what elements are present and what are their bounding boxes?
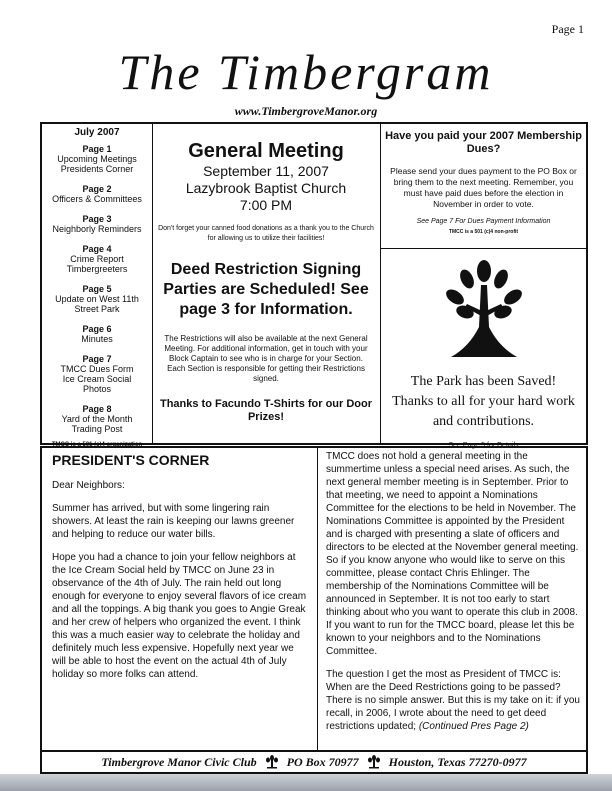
- paragraph: [326, 668, 580, 733]
- contents-topic: Upcoming Meetings: [57, 154, 137, 164]
- contents-page-label: Page 4: [82, 244, 112, 254]
- contents-item: [42, 184, 152, 204]
- meeting-place: Lazybrook Baptist Church: [185, 180, 347, 196]
- park-see: See Page 5 for Details: [448, 442, 519, 449]
- tree-icon: [265, 755, 279, 769]
- issue-month: July 2007: [74, 127, 120, 138]
- contents-topic: Officers & Committees: [52, 194, 142, 204]
- meeting-column: [154, 124, 378, 443]
- presidents-corner-heading: PRESIDENT'S CORNER: [52, 452, 210, 468]
- contents-item: [42, 404, 152, 434]
- dues-body: Please send your dues payment to the PO Box or bring them to the next meeting. Remember, you must have paid dues before the election in November in order to vote.: [390, 166, 577, 209]
- contents-topic: Neighborly Reminders: [52, 224, 142, 234]
- contents-page-label: Page 6: [82, 324, 112, 334]
- thanks-note: Thanks to Facundo T-Shirts for our Door Prizes!: [159, 398, 373, 423]
- website-url[interactable]: www.TimbergroveManor.org: [234, 104, 378, 118]
- contents-page-label: Page 3: [82, 214, 112, 224]
- greeting: Dear Neighbors:: [52, 480, 125, 491]
- contents-page-label: Page 8: [82, 404, 112, 414]
- contents-list: [42, 144, 152, 434]
- paragraph: TMCC does not hold a general meeting in the summertime unless a special need arises. As such, the next general member meeting is in September. Prior to that meeting, we need to appoint a Nominations Committee for the elections to be held in November. The Nominations Committee is appointed by the President and is charged with presenting a slate of officers and directors to be elected at the November general meeting. So if you know anyone who would like to serve on this committee, please contact Chris Ehlinger. The membership of the Nominations Committee will be announced in September. It is not too early to start thinking about who you want to operate this club in 2008. If you want to run for the TMCC board, please let this be known to your neighbors and to the Nominations Committee.: [326, 451, 579, 657]
- presidents-corner-right: [320, 448, 586, 750]
- paragraph: Summer has arrived, but with some lingering rain showers. At least the rain is keeping our lawns greener and helping to reduce our water bills.: [52, 503, 295, 540]
- po-box: PO Box 70977: [286, 754, 359, 769]
- paragraph-text: The question I get the most as President of TMCC is: When are the Deed Restrictions going to be passed? There is no simple answer. But this is my take on it: if you recall, in 2006, I wrote about the need to get deed restrictions updated;: [326, 669, 580, 732]
- org-note: TMCC is a 501 (c)4 organization: [51, 442, 143, 448]
- contents-item: [42, 354, 152, 394]
- contents-topic: TMCC Dues Form: [60, 364, 134, 374]
- general-meeting-heading: General Meeting: [188, 140, 344, 162]
- page-number: Page 1: [551, 22, 584, 36]
- deed-heading: Deed Restriction Signing Parties are Scheduled! See page 3 for Information.: [163, 261, 369, 318]
- contents-item: [42, 214, 152, 234]
- park-box: [380, 249, 586, 449]
- dues-box: [380, 124, 586, 249]
- deed-body: The Restrictions will also be available at the next General Meeting. For additional information, get in touch with your Block Captain to see who is in charge for your Section. Each Section is responsible for getting their Restrictions signed.: [164, 334, 368, 383]
- city-zip: Houston, Texas 77270-0977: [388, 754, 527, 769]
- contents-item: [42, 324, 152, 344]
- contents-topic: Yard of the Month: [61, 414, 133, 424]
- club-name: Timbergrove Manor Civic Club: [101, 754, 257, 769]
- dues-see: See Page 7 For Dues Payment Information: [416, 218, 551, 225]
- contents-item: [42, 244, 152, 274]
- contents-topic: Ice Cream Social: [62, 374, 132, 384]
- presidents-corner-left: [42, 448, 318, 750]
- dues-heading: Have you paid your 2007 Membership Dues?: [385, 130, 582, 155]
- footer: [40, 752, 588, 774]
- contents-topic: Presidents Corner: [60, 164, 134, 174]
- contents-topic: Minutes: [81, 334, 113, 344]
- contents-item: [42, 284, 152, 314]
- contents-topic: Photos: [82, 384, 112, 394]
- contents-column: [42, 124, 153, 448]
- contents-topic: Street Park: [74, 304, 120, 314]
- contents-page-label: Page 2: [82, 184, 112, 194]
- contents-topic: Timbergreeters: [66, 264, 128, 274]
- contents-topic: Crime Report: [70, 254, 124, 264]
- masthead-title: The Timbergram: [118, 44, 494, 100]
- scan-edge: [0, 774, 612, 791]
- tree-icon: [367, 755, 381, 769]
- contents-page-label: Page 5: [82, 284, 112, 294]
- park-thanks-text: Thanks to all for your hard work and contributions.: [392, 394, 575, 429]
- tree-icon: [439, 257, 529, 367]
- donation-note: Don't forget your canned food donations as a thank you to the Church for allowing us to utilize their facilities!: [158, 225, 374, 242]
- contents-page-label: Page 7: [82, 354, 112, 364]
- meeting-time: 7:00 PM: [239, 197, 293, 213]
- continued-note: (Continued Pres Page 2): [418, 721, 529, 732]
- meeting-date: September 11, 2007: [203, 163, 329, 179]
- dues-org-note: TMCC is a 501 (c)4 non-profit: [448, 229, 519, 235]
- park-saved-text: The Park has been Saved!: [410, 374, 557, 389]
- contents-item: [42, 144, 152, 174]
- paragraph: Hope you had a chance to join your fellow neighbors at the Ice Cream Social held by TMCC on June 23 in observance of the 4th of July. The rain held out long enough for everyone to enjoy several flavors of ice cream and all the toppings. A big thank you goes to Angie Greak and her crew of helpers who organized the event. I think this was a much easier way to celebrate the holiday and definitely much less expensive. Hopefully next year we will be able to host the event on the actual 4th of July holiday so more folks can attend.: [52, 552, 307, 680]
- contents-topic: Trading Post: [71, 424, 123, 434]
- contents-page-label: Page 1: [82, 144, 112, 154]
- contents-topic: Update on West 11th: [55, 294, 139, 304]
